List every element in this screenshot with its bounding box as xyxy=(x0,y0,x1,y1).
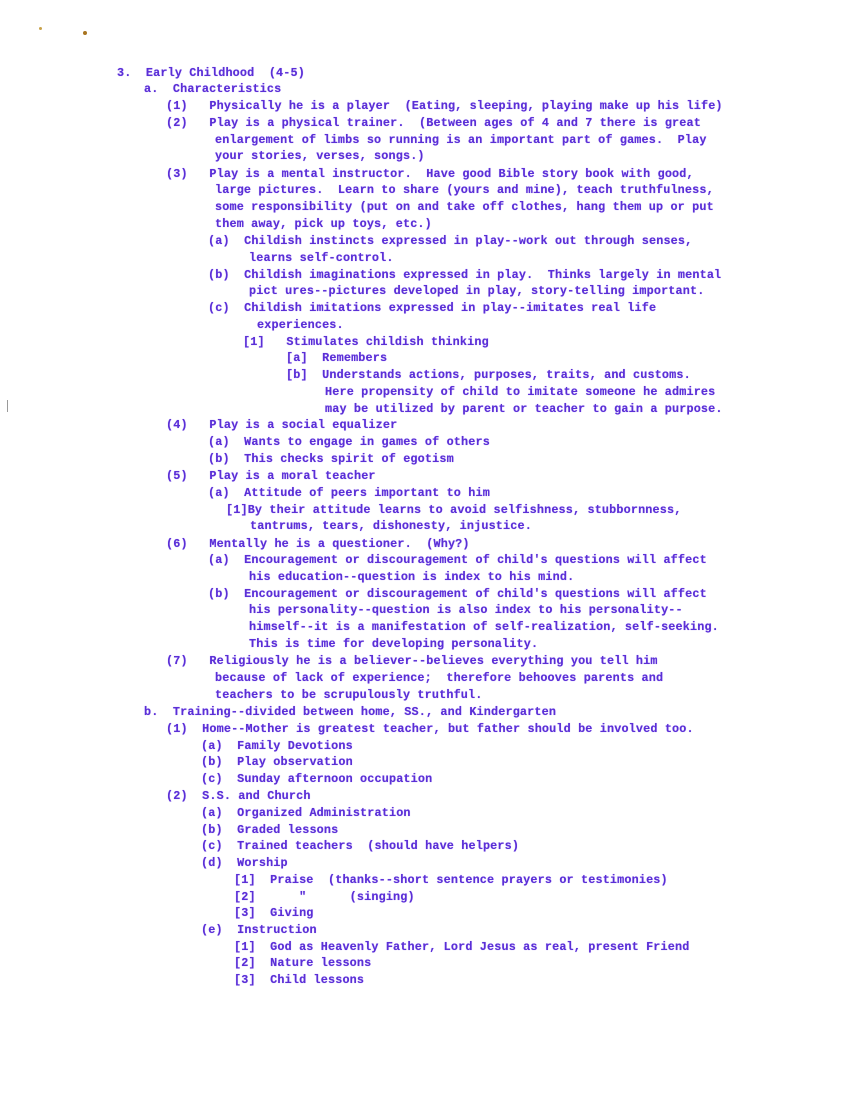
text-line: (7) Religiously he is a believer--believes everything you tell him xyxy=(166,654,658,668)
text-line: learns self-control. xyxy=(249,251,394,265)
text-line: [2] " (singing) xyxy=(234,890,415,904)
text-line: tantrums, tears, dishonesty, injustice. xyxy=(250,519,532,533)
text-line: (a) Encouragement or discouragement of child's questions will affect xyxy=(208,553,707,567)
text-line: (3) Play is a mental instructor. Have good Bible story book with good, xyxy=(166,167,694,181)
text-line: a. Characteristics xyxy=(144,82,282,96)
text-line: his personality--question is also index to his personality-- xyxy=(249,603,683,617)
text-line: (b) Play observation xyxy=(201,755,353,769)
text-line: enlargement of limbs so running is an important part of games. Play xyxy=(215,133,707,147)
text-line: (d) Worship xyxy=(201,856,288,870)
text-line: (a) Wants to engage in games of others xyxy=(208,435,490,449)
text-line: [1]By their attitude learns to avoid selfishness, stubbornness, xyxy=(226,503,682,517)
text-line: (c) Childish imitations expressed in play--imitates real life xyxy=(208,301,657,315)
text-line: [b] Understands actions, purposes, traits, and customs. xyxy=(286,368,691,382)
text-line: [2] Nature lessons xyxy=(234,956,372,970)
text-line: your stories, verses, songs.) xyxy=(215,149,425,163)
text-line: [1] Stimulates childish thinking xyxy=(243,335,489,349)
text-line: Here propensity of child to imitate someone he admires xyxy=(325,385,716,399)
text-line: (1) Physically he is a player (Eating, sleeping, playing make up his life) xyxy=(166,99,723,113)
text-line: pict ures--pictures developed in play, story-telling important. xyxy=(249,284,705,298)
text-line: (2) S.S. and Church xyxy=(166,789,311,803)
text-line: because of lack of experience; therefore behooves parents and xyxy=(215,671,664,685)
text-line: (b) Graded lessons xyxy=(201,823,339,837)
text-line: (6) Mentally he is a questioner. (Why?) xyxy=(166,537,470,551)
paper-speck xyxy=(7,400,8,412)
text-line: (e) Instruction xyxy=(201,923,317,937)
text-line: This is time for developing personality. xyxy=(249,637,539,651)
text-line: may be utilized by parent or teacher to gain a purpose. xyxy=(325,402,723,416)
text-line: [a] Remembers xyxy=(286,351,388,365)
text-line: (c) Sunday afternoon occupation xyxy=(201,772,433,786)
text-line: himself--it is a manifestation of self-realization, self-seeking. xyxy=(249,620,719,634)
text-line: large pictures. Learn to share (yours and mine), teach truthfulness, xyxy=(215,183,714,197)
text-line: (1) Home--Mother is greatest teacher, but father should be involved too. xyxy=(166,722,694,736)
text-line: (a) Attitude of peers important to him xyxy=(208,486,490,500)
text-line: (b) This checks spirit of egotism xyxy=(208,452,454,466)
text-line: experiences. xyxy=(257,318,344,332)
text-line: (a) Family Devotions xyxy=(201,739,353,753)
text-line: them away, pick up toys, etc.) xyxy=(215,217,432,231)
text-line: [3] Child lessons xyxy=(234,973,365,987)
text-line: (b) Childish imaginations expressed in play. Thinks largely in mental xyxy=(208,268,722,282)
text-line: 3. Early Childhood (4-5) xyxy=(117,66,305,80)
text-line: [1] Praise (thanks--short sentence prayers or testimonies) xyxy=(234,873,668,887)
paper-speck xyxy=(39,27,42,30)
text-line: teachers to be scrupulously truthful. xyxy=(215,688,483,702)
text-line: (4) Play is a social equalizer xyxy=(166,418,398,432)
text-line: b. Training--divided between home, SS., and Kindergarten xyxy=(144,705,557,719)
text-line: his education--question is index to his mind. xyxy=(249,570,575,584)
text-line: [3] Giving xyxy=(234,906,314,920)
text-line: some responsibility (put on and take off clothes, hang them up or put xyxy=(215,200,714,214)
paper-speck xyxy=(83,31,87,35)
text-line: (c) Trained teachers (should have helpers) xyxy=(201,839,520,853)
text-line: (a) Childish instincts expressed in play--work out through senses, xyxy=(208,234,693,248)
text-line: (a) Organized Administration xyxy=(201,806,411,820)
text-line: (2) Play is a physical trainer. (Between ages of 4 and 7 there is great xyxy=(166,116,701,130)
text-line: (b) Encouragement or discouragement of child's questions will affect xyxy=(208,587,707,601)
text-line: (5) Play is a moral teacher xyxy=(166,469,376,483)
text-line: [1] God as Heavenly Father, Lord Jesus as real, present Friend xyxy=(234,940,690,954)
